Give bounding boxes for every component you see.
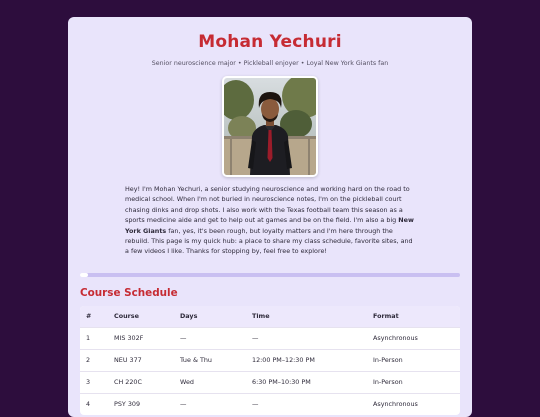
cell-days: Wed [174, 371, 246, 393]
schedule-heading: Course Schedule [80, 287, 178, 299]
cell-number: 2 [80, 349, 108, 371]
cell-time: — [246, 327, 367, 349]
tagline: Senior neuroscience major • Pickleball enjoyer • Loyal New York Giants fan [151, 60, 389, 67]
cell-course: PSY 309 [108, 393, 174, 415]
table-row [80, 371, 460, 393]
cell-course: MIS 302F [108, 327, 174, 349]
column-header-format: Format [373, 312, 399, 321]
cell-days: — [174, 327, 246, 349]
column-header-time: Time [252, 312, 270, 321]
cell-format: Asynchronous [367, 393, 460, 415]
column-header-course: Course [114, 312, 139, 321]
cell-format: In-Person [367, 349, 460, 371]
schedule-table-container [80, 306, 460, 415]
bio-paragraph [125, 184, 415, 257]
cell-number: 1 [80, 327, 108, 349]
scroll-progress-bar [80, 273, 460, 277]
cell-format: Asynchronous [367, 327, 460, 349]
bio-highlight: New York Giants [125, 216, 414, 235]
cell-time: 6:30 PM–10:30 PM [246, 371, 367, 393]
cell-time: 12:00 PM–12:30 PM [246, 349, 367, 371]
bio-text: Hey! I'm Mohan Yechuri, a senior studying neuroscience and working hard on the road to medical school. When I'm not buried in neuroscience notes, I'm on the pickleball court chasing dinks and drop shots. I also work with the Texas football team this season as a sports medicine aide and get to help out at games and be on the field. I'm also a big [125, 185, 410, 225]
schedule-table [80, 306, 460, 415]
cell-format: In-Person [367, 371, 460, 393]
profile-photo [222, 76, 318, 177]
table-header-row [80, 306, 460, 327]
cell-number: 3 [80, 371, 108, 393]
profile-card [68, 17, 472, 417]
table-row [80, 327, 460, 349]
scroll-progress-thumb [80, 273, 88, 277]
cell-days: Tue & Thu [174, 349, 246, 371]
table-row [80, 349, 460, 371]
cell-days: — [174, 393, 246, 415]
cell-number: 4 [80, 393, 108, 415]
bio-text-continued: fan, yes, it's been rough, but loyalty matters and I'm here through the rebuild. This page is my quick hub: a place to share my class schedule, favorite sites, and a few videos I like. Thanks for stopping by, feel free to explore! [125, 226, 413, 256]
column-header-number: # [86, 312, 92, 321]
cell-course: NEU 377 [108, 349, 174, 371]
table-row [80, 393, 460, 415]
column-header-days: Days [180, 312, 198, 321]
page-title: Mohan Yechuri [198, 32, 342, 52]
cell-course: CH 220C [108, 371, 174, 393]
portrait-image [224, 78, 316, 175]
cell-time: — [246, 393, 367, 415]
